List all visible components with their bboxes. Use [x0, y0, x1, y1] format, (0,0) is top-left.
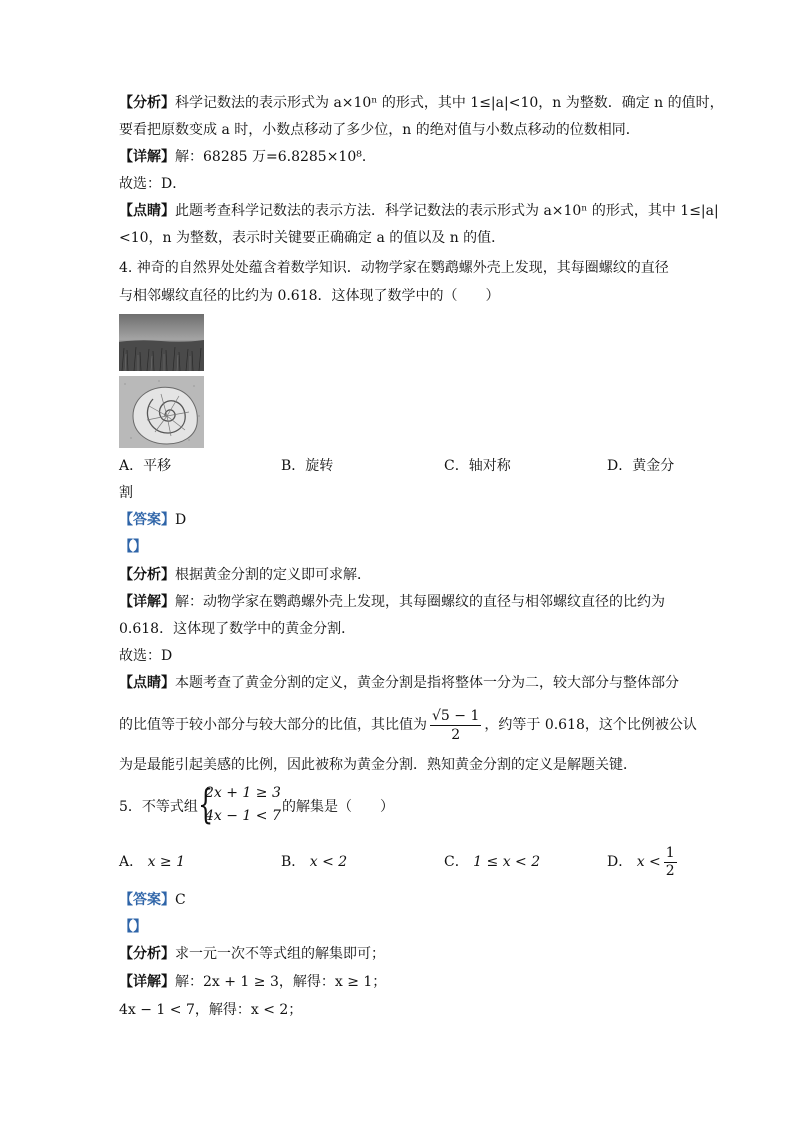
q5-option-d — [607, 843, 680, 881]
q5-fenxi — [119, 944, 385, 964]
golden-ratio-fraction — [430, 707, 481, 744]
answer-value: D — [175, 512, 187, 528]
xiangjie-tag: 【详解】 — [119, 149, 175, 165]
q3-guxuan: 故选：D． — [119, 176, 187, 192]
q3-fenxi-line1 — [119, 93, 724, 113]
dianjing-text: 本题考查了黄金分割的定义，黄金分割是指将整体一分为二，较大部分与整体部分 — [175, 675, 679, 691]
fenxi-tag: 【分析】 — [119, 567, 175, 583]
q5-stem-pre: 5．不等式组 — [119, 799, 198, 815]
q5-option-a — [119, 852, 185, 872]
blank-tag-text: 【】 — [119, 919, 147, 935]
option-value: x < — [636, 854, 661, 870]
xiangjie-tag: 【详解】 — [119, 974, 175, 990]
fraction-denominator: 2 — [451, 726, 461, 743]
q5-inequality-1: 2x + 1 ≥ 3 — [205, 785, 281, 801]
q5-option-b — [281, 852, 347, 872]
q4-option-d: D．黄金分 — [607, 458, 675, 474]
nautilus-shell-image — [119, 376, 204, 448]
q4-answer — [119, 510, 186, 530]
fenxi-text: 科学记数法的表示形式为 a×10ⁿ 的形式，其中 1≤|a|<10，n 为整数．确定 n 的值时， — [175, 95, 724, 111]
blank-tag-text: 【】 — [119, 539, 147, 555]
q5-inequality-2: 4x − 1 < 7 — [205, 808, 281, 824]
q3-xiangjie — [119, 147, 376, 167]
half-fraction — [664, 845, 677, 880]
q5-option-c — [444, 852, 540, 872]
dianjing-line2-post: ，约等于 0.618，这个比例被公认 — [484, 717, 697, 733]
option-value: x < 2 — [309, 854, 348, 870]
q4-xiangjie-line2: 0.618．这体现了数学中的黄金分割． — [119, 621, 356, 637]
xiangjie-tag: 【详解】 — [119, 594, 175, 610]
q4-fenxi — [119, 565, 371, 585]
q4-guxuan: 故选：D — [119, 648, 173, 664]
q4-blank-tag — [119, 537, 147, 557]
q4-dianjing-line1 — [119, 673, 679, 693]
q4-dianjing-line3: 为是最能引起美感的比例，因此被称为黄金分割．熟知黄金分割的定义是解题关键． — [119, 757, 637, 773]
grass-field-image — [119, 314, 204, 371]
q4-stem-line1: 4. 神奇的自然界处处蕴含着数学知识．动物学家在鹦鹉螺外壳上发现，其每圈螺纹的直径 — [119, 260, 669, 276]
q4-option-b: B．旋转 — [281, 458, 334, 474]
q5-xiangjie-line2: 4x − 1 < 7，解得：x < 2； — [119, 1002, 303, 1018]
xiangjie-text: 解：2x + 1 ≥ 3，解得：x ≥ 1； — [175, 974, 387, 990]
q4-xiangjie-line1 — [119, 592, 665, 612]
q3-dianjing-line1 — [119, 201, 719, 221]
answer-tag: 【答案】 — [119, 512, 175, 528]
option-label: B． — [281, 854, 306, 870]
fraction-denominator: 2 — [665, 862, 675, 879]
option-label: C． — [444, 854, 469, 870]
q4-option-wrap: 割 — [119, 485, 133, 501]
option-label: D． — [607, 854, 633, 870]
answer-tag: 【答案】 — [119, 892, 175, 908]
option-value: 1 ≤ x < 2 — [473, 854, 541, 870]
dianjing-tag: 【点睛】 — [119, 675, 175, 691]
answer-value: C — [175, 892, 186, 908]
left-brace: { — [198, 782, 214, 828]
q3-fenxi-line2: 要看把原数变成 a 时，小数点移动了多少位，n 的绝对值与小数点移动的位数相同． — [119, 122, 640, 138]
dianjing-text: 此题考查科学记数法的表示方法．科学记数法的表示形式为 a×10ⁿ 的形式，其中 1≤|a| — [175, 203, 719, 219]
fenxi-text: 根据黄金分割的定义即可求解． — [175, 567, 371, 583]
q4-option-a: A．平移 — [119, 458, 172, 474]
fenxi-tag: 【分析】 — [119, 95, 175, 111]
q4-dianjing-line2 — [119, 706, 697, 744]
dianjing-tag: 【点睛】 — [119, 203, 175, 219]
xiangjie-text: 解：动物学家在鹦鹉螺外壳上发现，其每圈螺纹的直径与相邻螺纹直径的比约为 — [175, 594, 665, 610]
q5-xiangjie-line1 — [119, 972, 386, 992]
q4-option-c: C．轴对称 — [444, 458, 511, 474]
q5-answer — [119, 890, 186, 910]
fraction-numerator: √5 − 1 — [432, 707, 480, 724]
xiangjie-text: 解：68285 万=6.8285×10⁸． — [175, 149, 376, 165]
option-value: x ≥ 1 — [147, 854, 186, 870]
q5-stem-post: 的解集是（ ） — [282, 799, 394, 815]
fraction-numerator: 1 — [665, 844, 675, 861]
q3-dianjing-line2: <10，n 为整数，表示时关键要正确确定 a 的值以及 n 的值． — [119, 230, 506, 246]
dianjing-line2-pre: 的比值等于较小部分与较大部分的比值，其比值为 — [119, 717, 427, 733]
q4-stem-line2: 与相邻螺纹直径的比约为 0.618．这体现了数学中的（ ） — [119, 288, 500, 304]
option-label: A． — [119, 854, 144, 870]
fenxi-tag: 【分析】 — [119, 946, 175, 962]
q5-blank-tag — [119, 917, 147, 937]
fenxi-text: 求一元一次不等式组的解集即可； — [175, 946, 385, 962]
